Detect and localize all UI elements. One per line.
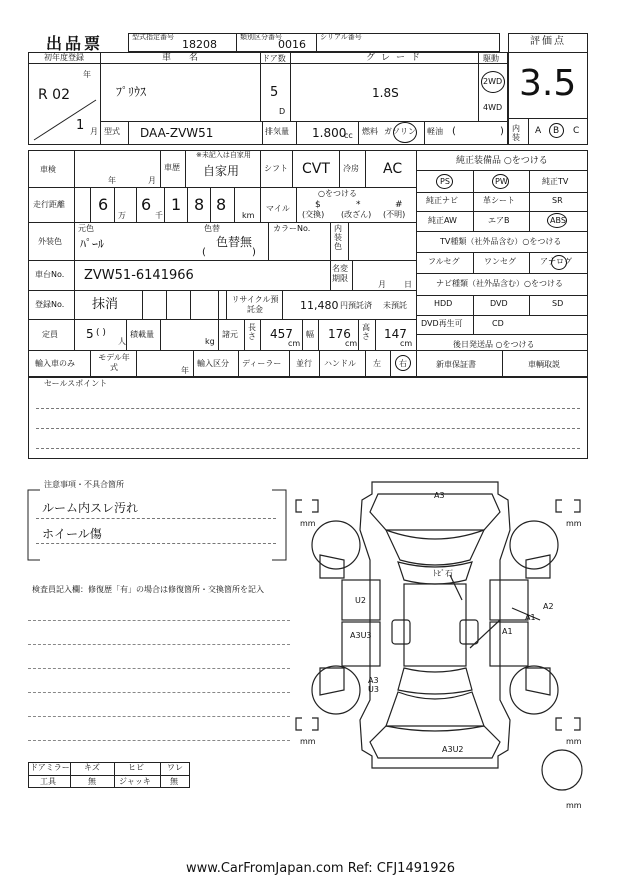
history-label: 車歴 [164, 163, 180, 172]
damage-a1-right: A1 [525, 613, 536, 622]
name-change-month: 月 [378, 280, 386, 289]
diesel-bracket-open: ( [452, 126, 456, 137]
first-reg-year-label: 年 [83, 70, 91, 79]
sales-point-label: セールスポイント [44, 379, 108, 388]
mile-label: マイル [266, 204, 290, 213]
mm-front-left: mm [300, 519, 316, 528]
mileage-sen-label: 千 [155, 211, 163, 220]
inspector-title: 検査員記入欄：修復歴「有」の場合は修復箇所・交換箇所を記入 [32, 585, 264, 594]
diesel-label: 軽油 [427, 127, 443, 136]
damage-a1-inner: A1 [502, 627, 513, 636]
displacement-value: 1.800 [312, 126, 347, 140]
tv-analog: アナログ [540, 257, 572, 266]
notes-line-2: ホイール傷 [42, 527, 102, 541]
right-handle: 右 [399, 359, 407, 368]
tv-oneseg: ワンセグ [484, 257, 516, 266]
length-label: 長さ [248, 323, 256, 341]
mileage-digit-2: 6 [141, 195, 152, 214]
later-manual: 車輌取説 [528, 360, 560, 369]
aircon-value: AC [383, 161, 403, 177]
length-unit: cm [288, 339, 301, 348]
car-name-label: 車名 [162, 53, 217, 63]
missing-cell-3: ジャッキ [119, 777, 151, 786]
shift-value: CVT [302, 161, 330, 177]
aircon-label: 冷房 [343, 164, 359, 173]
missing-cell-4: 無 [170, 777, 178, 786]
weight-label: 諸元 [222, 330, 238, 339]
model-year-label: モデル年式 [98, 353, 130, 372]
color-no-label: カラーNo. [273, 224, 311, 233]
mile-opt3: # [395, 200, 403, 210]
damage-u2: U2 [355, 596, 366, 605]
interior-color-label: 内装色 [334, 224, 342, 251]
damage-a3u3-left: A3U3 [350, 631, 372, 640]
first-reg-label: 初年度登録 [44, 53, 84, 62]
original-color-value: ﾊﾟｰﾙ [80, 237, 105, 251]
left-handle: 左 [373, 359, 381, 368]
original-color-label: 元色 [78, 224, 94, 233]
damage-a3-top: A3 [434, 491, 445, 500]
chassis-label: 車台No. [35, 270, 65, 279]
chassis-value: ZVW51-6141966 [84, 268, 194, 283]
tv-fullseg: フルセグ [428, 257, 460, 266]
shaken-year-label: 年 [108, 176, 116, 185]
diesel-bracket-close: ) [500, 126, 504, 137]
navi-dvd-play: DVD再生可 [421, 319, 463, 328]
capacity-unit: 人 [118, 337, 126, 346]
mileage-km-label: km [242, 211, 255, 220]
mile-circle-note: ○をつける [318, 189, 357, 198]
missing-header-1: ドアミラー [30, 763, 70, 772]
name-change-day: 日 [404, 280, 412, 289]
kata-label: 型式指定番号 [132, 33, 174, 41]
equip-pw: PW [495, 177, 508, 186]
drive-label: 駆動 [483, 54, 499, 63]
color-change-label: 色替 [204, 224, 220, 233]
mm-rear-right: mm [566, 737, 582, 746]
serial-label: シリアル番号 [320, 33, 362, 41]
interior-b: B [553, 126, 560, 136]
grade-label: グレード [366, 53, 427, 63]
mileage-digit-1: 6 [98, 195, 109, 214]
recycle-pending: 未預託 [383, 301, 407, 310]
equip-leather: 革シート [483, 196, 515, 205]
mm-front-right: mm [566, 519, 582, 528]
capacity-value: 5 [86, 327, 94, 341]
interior-a: A [535, 126, 542, 136]
color-paren-open: ( [202, 247, 206, 258]
drive-4wd: 4WD [483, 103, 503, 112]
mile-opt1-sub: (交換) [302, 210, 325, 219]
equip-aw: 純正AW [428, 216, 457, 225]
ruibetsu-value: 0016 [278, 38, 306, 51]
equip-ps: PS [440, 177, 450, 186]
handle-label: ハンドル [324, 359, 356, 368]
later-items-title: 後日発送品 ○をつける [453, 340, 535, 349]
first-reg-month: 1 [76, 118, 85, 133]
score-value: 3.5 [519, 63, 577, 104]
model-label: 型式 [104, 127, 120, 136]
missing-header-4: ワレ [167, 763, 183, 772]
mm-rear-left: mm [300, 737, 316, 746]
width-label: 幅 [306, 330, 314, 339]
width-value: 176 [328, 327, 351, 341]
later-warranty: 新車保証書 [436, 360, 476, 369]
model-year-unit: 年 [181, 366, 189, 375]
mileage-digit-5: 8 [216, 195, 227, 214]
color-paren-close: ) [252, 247, 256, 258]
navi-cd: CD [492, 319, 504, 328]
fuel-label: 燃料 [362, 127, 378, 136]
shift-label: シフト [264, 164, 288, 173]
mileage-label: 走行距離 [33, 200, 65, 209]
mileage-digit-4: 8 [194, 195, 205, 214]
drive-2wd: 2WD [483, 77, 503, 86]
length-value: 457 [270, 327, 293, 341]
shaken-label: 車検 [40, 165, 56, 174]
history-value: 自家用 [203, 164, 240, 178]
mile-opt1: $ [315, 200, 321, 210]
first-reg-month-label: 月 [90, 127, 98, 136]
grade-value: 1.8S [372, 86, 399, 100]
equip-sr: SR [552, 196, 563, 205]
interior-c: C [573, 126, 580, 136]
interior-label: 内装 [512, 124, 520, 142]
equip-tv: 純正TV [542, 177, 569, 186]
missing-header-3: ヒビ [128, 763, 144, 772]
exterior-label: 外装色 [38, 237, 62, 246]
damage-tobi-ishi: ﾄﾋﾞ石 [433, 569, 453, 578]
mile-opt3-sub: (不明) [383, 210, 406, 219]
doors-label: ドア数 [262, 54, 286, 63]
navi-type-title: ナビ種類（社外品含む）○をつける [436, 279, 563, 288]
load-label: 積載量 [130, 330, 154, 339]
load-unit: kg [205, 337, 215, 346]
height-label: 高さ [362, 323, 370, 341]
recycle-label: リサイクル預託金 [231, 295, 279, 314]
reg-label: 登録No. [35, 300, 65, 309]
equip-airbag: エアB [488, 216, 510, 225]
equip-abs: ABS [550, 216, 566, 225]
mile-opt2-sub: (改ざん) [341, 210, 372, 219]
notes-line-1: ルーム内スレ汚れ [42, 501, 139, 515]
doors-suffix: D [279, 107, 286, 116]
recycle-unit: 円預託済 [340, 301, 372, 310]
import-label: 輸入車のみ [35, 359, 75, 368]
height-value: 147 [384, 327, 407, 341]
doc-title: 出品票 [46, 34, 104, 53]
footer-ref: www.CarFromJapan.com Ref: CFJ1491926 [186, 861, 456, 876]
notes-title: 注意事項・不具合箇所 [44, 480, 124, 489]
tv-type-title: TV種類（社外品含む）○をつける [440, 237, 562, 246]
width-unit: cm [345, 339, 358, 348]
capacity-paren: ( ) [96, 328, 106, 338]
mile-opt2: * [356, 200, 361, 210]
damage-a2: A2 [543, 602, 554, 611]
doors-value: 5 [270, 85, 279, 100]
missing-header-2: キズ [84, 763, 100, 772]
fuel-value: ガソリン [384, 127, 416, 136]
kata-value: 18208 [182, 38, 217, 51]
recycle-value: 11,480 [300, 299, 339, 312]
shaken-month-label: 月 [148, 176, 156, 185]
height-unit: cm [400, 339, 413, 348]
displacement-label: 排気量 [265, 127, 289, 136]
damage-a3u3-lower: A3 U3 [368, 676, 379, 694]
mileage-man-label: 万 [118, 211, 126, 220]
name-change-label: 名変期限 [332, 264, 348, 283]
car-name-value: ﾌﾟﾘｳｽ [116, 85, 147, 99]
missing-cell-2: 無 [88, 777, 96, 786]
reg-value: 抹消 [92, 297, 119, 312]
factory-equipment-title: 純正装備品 ○をつける [456, 156, 548, 166]
model-value: DAA-ZVW51 [140, 126, 214, 140]
color-change-value: 色替無 [216, 235, 253, 249]
navi-sd: SD [552, 299, 564, 308]
damage-a3u2-bottom: A3U2 [442, 745, 464, 754]
navi-hdd: HDD [434, 299, 453, 308]
missing-cell-1: 工具 [40, 777, 56, 786]
navi-dvd: DVD [490, 299, 508, 308]
score-label: 評価点 [530, 36, 566, 47]
history-note: ※未記入は自家用 [196, 151, 251, 159]
mileage-digit-3: 1 [171, 195, 182, 214]
displacement-unit: cc [344, 131, 353, 140]
first-reg-year: R 02 [38, 87, 70, 103]
equip-navi: 純正ナビ [426, 196, 458, 205]
mm-spare: mm [566, 801, 582, 810]
capacity-label: 定員 [42, 330, 58, 339]
ruibetsu-label: 類別区分番号 [240, 33, 282, 41]
parallel-label: 並行 [296, 359, 312, 368]
import-kind-label: 輸入区分 [197, 359, 229, 368]
dealer-label: ディーラー [242, 359, 282, 368]
